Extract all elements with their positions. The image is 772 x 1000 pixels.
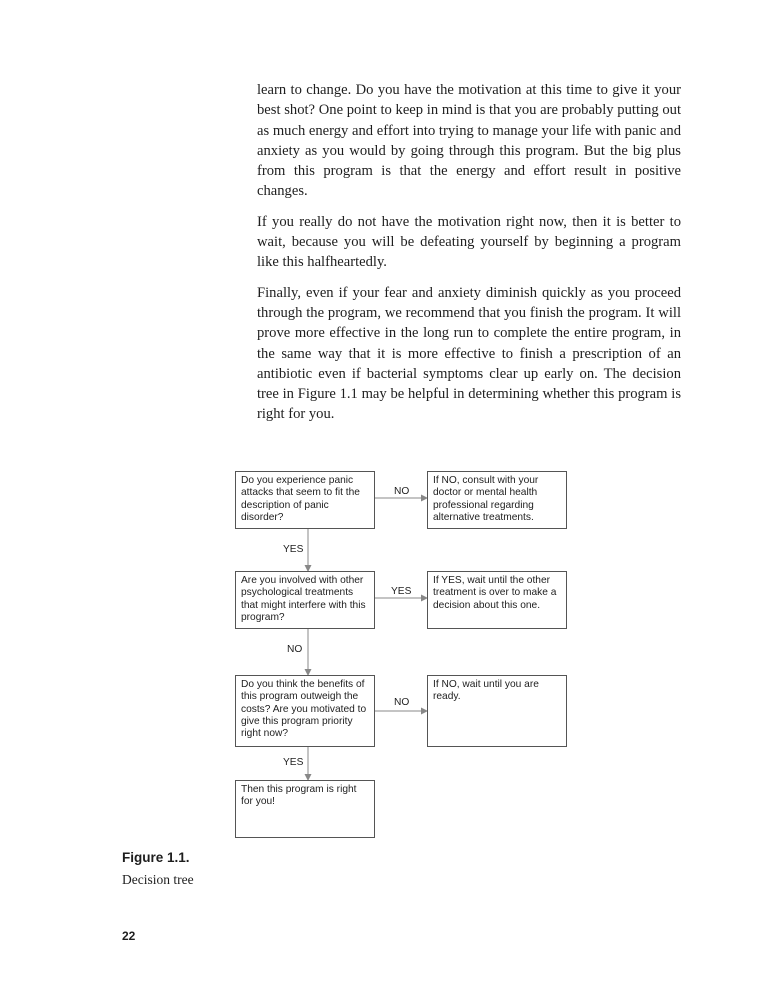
final-box: Then this program is right for you!: [235, 780, 375, 838]
result-box-3: If NO, wait until you are ready.: [427, 675, 567, 747]
result-box-2: If YES, wait until the other treatment is over to make a decision about this one.: [427, 571, 567, 629]
figure-title: Figure 1.1.: [122, 850, 190, 865]
paragraph-3: Finally, even if your fear and anxiety diminish quickly as you proceed through the program, we recommend that you finish the program. It will prove more effective in the long run to complete the entire program, in the same way that it is more effective to finish a prescription of an antibiotic even if bacterial symptoms clear up early on. The decision tree in Figure 1.1 may be helpful in determining whether this program is right for you.: [257, 284, 681, 423]
label-yes-1: YES: [283, 544, 304, 555]
label-yes-3: YES: [283, 757, 304, 768]
label-no-3: NO: [394, 697, 410, 708]
figure-caption: Decision tree: [122, 872, 194, 887]
page-number: 22: [122, 929, 136, 943]
paragraph-2: If you really do not have the motivation right now, then it is better to wait, because you will be defeating yourself by beginning a program like this halfheartedly.: [257, 213, 681, 271]
label-yes-2: YES: [391, 586, 412, 597]
paragraph-1: learn to change. Do you have the motivation at this time to give it your best shot? One point to keep in mind is that you are probably putting out as much energy and effort into trying to manage your life with panic and anxiety as you would by going through this program. But the big plus from this program is that the energy and effort result in positive changes.: [257, 82, 681, 200]
question-box-2: Are you involved with other psychological treatments that might interfere with this program?: [235, 571, 375, 629]
result-box-1: If NO, consult with your doctor or mental health professional regarding alternative treatments.: [427, 471, 567, 529]
question-box-3: Do you think the benefits of this program outweigh the costs? Are you motivated to give this program priority right now?: [235, 675, 375, 747]
question-box-1: Do you experience panic attacks that seem to fit the description of panic disorder?: [235, 471, 375, 529]
label-no-2: NO: [287, 644, 303, 655]
label-no-1: NO: [394, 486, 410, 497]
